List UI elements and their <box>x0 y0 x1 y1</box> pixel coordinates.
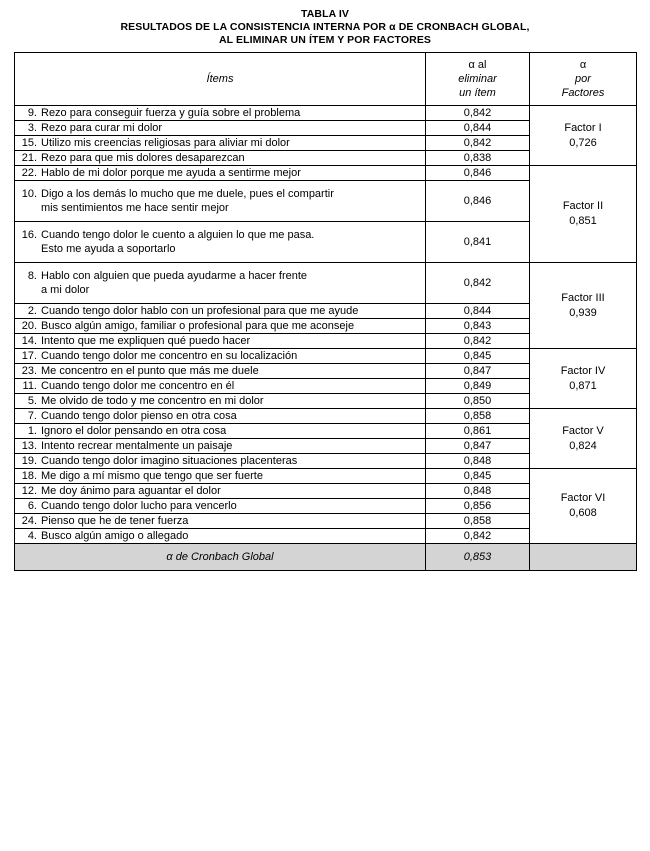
alpha-if-removed-value: 0,858 <box>426 514 530 529</box>
factor-cell <box>530 409 637 469</box>
item-cell <box>15 454 426 469</box>
item-cell <box>15 349 426 364</box>
factor-name: Factor IV <box>560 364 606 377</box>
alpha-if-removed-value: 0,845 <box>426 469 530 484</box>
alpha-if-removed-value: 0,847 <box>426 439 530 454</box>
item-text: Intento recrear mentalmente un paisaje <box>41 440 233 452</box>
column-header-items: Ítems <box>15 53 426 106</box>
factor-header-line2: por <box>575 73 591 85</box>
factor-cell <box>530 166 637 263</box>
item-cell <box>15 424 426 439</box>
item-cell <box>15 484 426 499</box>
factor-alpha-value: 0,939 <box>569 306 597 319</box>
item-number: 22. <box>21 167 37 179</box>
table-title <box>14 8 636 47</box>
title-line-2: RESULTADOS DE LA CONSISTENCIA INTERNA POR α DE CRONBACH GLOBAL, <box>120 21 530 33</box>
alpha-if-removed-value: 0,844 <box>426 121 530 136</box>
item-text: Ignoro el dolor pensando en otra cosa <box>41 425 227 437</box>
item-cell <box>15 514 426 529</box>
item-text: Cuando tengo dolor hablo con un profesional para que me ayude <box>41 305 359 317</box>
alpha-symbol-1: α al <box>468 59 487 71</box>
item-cell <box>15 439 426 454</box>
table-row <box>15 106 637 121</box>
item-number: 4. <box>27 530 37 542</box>
alpha-if-removed-value: 0,847 <box>426 364 530 379</box>
item-number: 6. <box>27 500 37 512</box>
item-cell <box>15 263 426 304</box>
table-row <box>15 409 637 424</box>
item-text: Busco algún amigo, familiar o profesional para que me aconseje <box>41 320 355 332</box>
alpha-if-removed-value: 0,849 <box>426 379 530 394</box>
item-text: Me digo a mí mismo que tengo que ser fuerte <box>41 470 263 482</box>
column-header-alpha-removed <box>426 53 530 106</box>
table-body <box>15 53 637 571</box>
item-cell <box>15 319 426 334</box>
total-row <box>15 544 637 571</box>
item-number: 11. <box>22 380 37 392</box>
alpha-if-removed-value: 0,848 <box>426 454 530 469</box>
alpha-if-removed-value: 0,850 <box>426 394 530 409</box>
alpha-if-removed-value: 0,858 <box>426 409 530 424</box>
factor-name: Factor III <box>561 291 605 304</box>
factor-cell <box>530 106 637 166</box>
factor-alpha-value: 0,851 <box>569 215 597 227</box>
alpha-header-line3: un ítem <box>459 87 496 99</box>
item-cell <box>15 166 426 181</box>
item-text: Cuando tengo dolor pienso en otra cosa <box>41 410 237 422</box>
item-number: 15. <box>21 137 37 149</box>
item-text: Cuando tengo dolor imagino situaciones placenteras <box>41 455 298 467</box>
factor-alpha-value: 0,726 <box>569 136 597 149</box>
table-row <box>15 469 637 484</box>
alpha-if-removed-value: 0,841 <box>426 222 530 263</box>
factor-cell <box>530 469 637 544</box>
item-cell <box>15 151 426 166</box>
item-text: Cuando tengo dolor le cuento a alguien lo que me pasa. <box>41 229 315 241</box>
factor-name: Factor VI <box>560 492 606 504</box>
item-number: 14. <box>21 335 37 347</box>
item-number: 3. <box>27 122 37 134</box>
item-text: Rezo para conseguir fuerza y guía sobre el problema <box>41 107 301 119</box>
factor-alpha-value: 0,824 <box>569 439 597 452</box>
item-text: Hablo con alguien que pueda ayudarme a hacer frente <box>41 270 308 282</box>
item-text: Me olvido de todo y me concentro en mi dolor <box>41 395 264 407</box>
alpha-if-removed-value: 0,846 <box>426 166 530 181</box>
item-text-continued: a mi dolor <box>41 284 90 296</box>
alpha-if-removed-value: 0,845 <box>426 349 530 364</box>
item-text: Hablo de mi dolor porque me ayuda a sentirme mejor <box>41 167 301 179</box>
item-number: 20. <box>21 320 37 332</box>
item-number: 18. <box>21 470 37 482</box>
item-number: 5. <box>27 395 37 407</box>
item-text: Cuando tengo dolor me concentro en su localización <box>41 350 298 362</box>
item-number: 8. <box>27 270 37 282</box>
alpha-symbol-2: α <box>579 59 587 71</box>
item-cell <box>15 409 426 424</box>
item-text-continued: Esto me ayuda a soportarlo <box>41 243 176 255</box>
item-cell <box>15 304 426 319</box>
factor-alpha-value: 0,608 <box>569 507 597 519</box>
item-number: 13. <box>21 440 37 452</box>
alpha-if-removed-value: 0,842 <box>426 263 530 304</box>
item-cell <box>15 364 426 379</box>
item-number: 12. <box>21 485 37 497</box>
alpha-if-removed-value: 0,846 <box>426 181 530 222</box>
item-number: 9. <box>27 107 37 119</box>
alpha-if-removed-value: 0,856 <box>426 499 530 514</box>
title-line-3: AL ELIMINAR UN ÍTEM Y POR FACTORES <box>218 34 432 46</box>
item-number: 2. <box>27 305 37 317</box>
table-row <box>15 263 637 304</box>
item-number: 24. <box>21 515 37 527</box>
alpha-if-removed-value: 0,844 <box>426 304 530 319</box>
table-row <box>15 349 637 364</box>
item-number: 23. <box>21 365 37 377</box>
item-text: Pienso que he de tener fuerza <box>41 515 189 527</box>
item-number: 21. <box>21 152 37 164</box>
factor-name: Factor II <box>562 200 604 212</box>
item-text: Cuando tengo dolor me concentro en él <box>41 380 235 392</box>
item-cell <box>15 379 426 394</box>
alpha-if-removed-value: 0,861 <box>426 424 530 439</box>
item-text: Cuando tengo dolor lucho para vencerlo <box>41 500 237 512</box>
factor-cell <box>530 263 637 349</box>
column-header-alpha-factors <box>530 53 637 106</box>
factor-header-line3: Factores <box>561 87 605 99</box>
total-value: 0,853 <box>426 544 530 571</box>
item-cell <box>15 222 426 263</box>
item-cell <box>15 121 426 136</box>
alpha-if-removed-value: 0,842 <box>426 529 530 544</box>
factor-alpha-value: 0,871 <box>569 379 597 392</box>
table-header-row <box>15 53 637 106</box>
alpha-if-removed-value: 0,843 <box>426 319 530 334</box>
alpha-if-removed-value: 0,848 <box>426 484 530 499</box>
item-number: 10. <box>21 188 37 200</box>
alpha-if-removed-value: 0,842 <box>426 334 530 349</box>
alpha-if-removed-value: 0,838 <box>426 151 530 166</box>
total-label: α de Cronbach Global <box>15 544 426 571</box>
item-cell <box>15 469 426 484</box>
alpha-header-line2: eliminar <box>458 73 497 85</box>
item-number: 17. <box>21 350 37 362</box>
item-cell <box>15 181 426 222</box>
item-number: 1. <box>27 425 37 437</box>
item-cell <box>15 499 426 514</box>
item-text: Me concentro en el punto que más me duele <box>41 365 259 377</box>
table-row <box>15 166 637 181</box>
factor-cell <box>530 349 637 409</box>
item-cell <box>15 334 426 349</box>
item-text: Utilizo mis creencias religiosas para aliviar mi dolor <box>41 137 290 149</box>
item-text: Busco algún amigo o allegado <box>41 530 189 542</box>
item-text: Intento que me expliquen qué puedo hacer <box>41 335 251 347</box>
factor-name: Factor V <box>562 424 604 437</box>
item-cell <box>15 529 426 544</box>
item-number: 7. <box>27 410 37 422</box>
item-cell <box>15 106 426 121</box>
item-text: Rezo para curar mi dolor <box>41 122 163 134</box>
item-text: Rezo para que mis dolores desaparezcan <box>41 152 245 164</box>
item-text: Me doy ánimo para aguantar el dolor <box>41 485 221 497</box>
factor-name: Factor I <box>564 121 602 134</box>
item-cell <box>15 136 426 151</box>
results-table <box>14 52 637 571</box>
alpha-if-removed-value: 0,842 <box>426 136 530 151</box>
item-number: 19. <box>21 455 37 467</box>
item-cell <box>15 394 426 409</box>
item-number: 16. <box>21 229 37 241</box>
item-text: Digo a los demás lo mucho que me duele, pues el compartir <box>41 188 334 200</box>
total-blank-cell <box>530 544 637 571</box>
item-text-continued: mis sentimientos me hace sentir mejor <box>41 202 229 214</box>
title-line-1: TABLA IV <box>300 8 350 20</box>
alpha-if-removed-value: 0,842 <box>426 106 530 121</box>
